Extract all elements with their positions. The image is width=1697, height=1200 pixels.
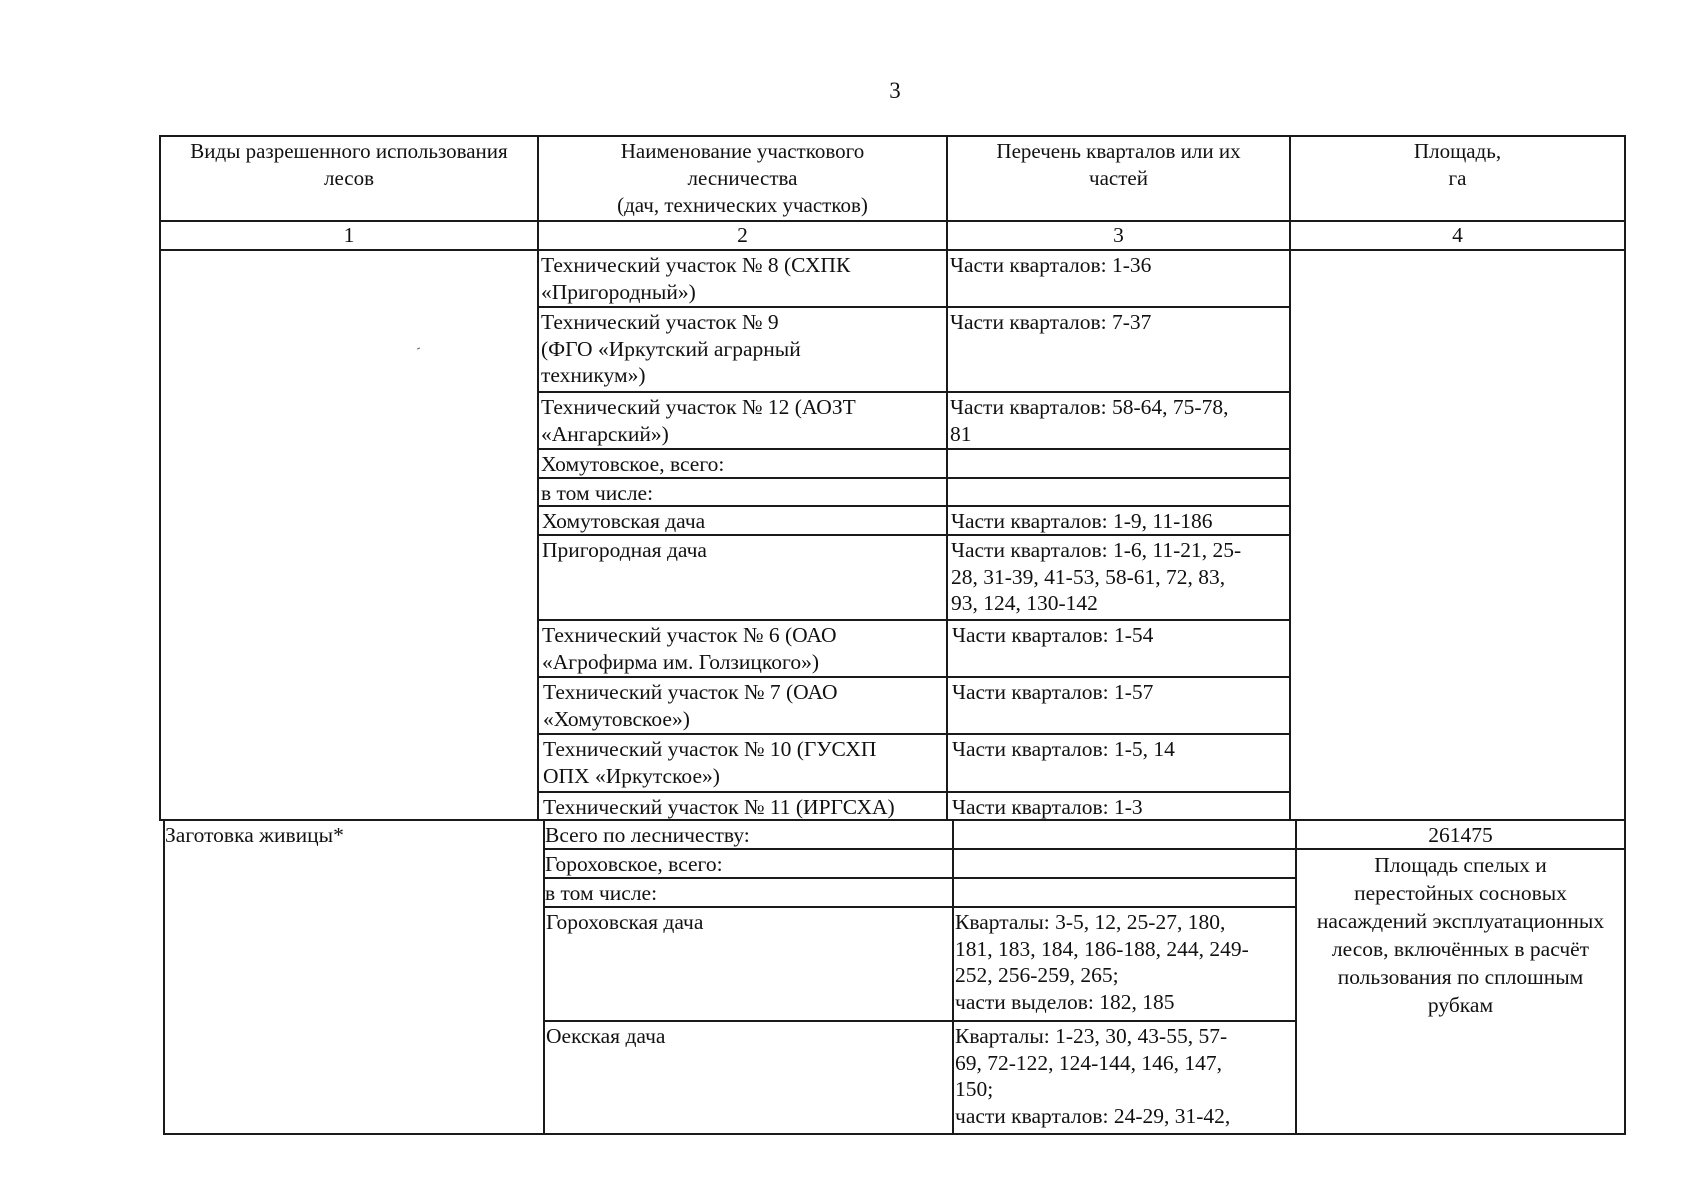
row-divider — [537, 676, 1291, 678]
col-divider-2 — [952, 819, 954, 1135]
quarters-list: Части кварталов: 1-9, 11-186 — [951, 509, 1213, 533]
quarters-list: Части кварталов: 58-64, 75-78, 81 — [950, 395, 1229, 446]
total-area: 261475 — [1428, 823, 1493, 847]
district-name: Технический участок № 6 (ОАО «Агрофирма им. Голзицкого») — [542, 623, 837, 674]
header-col-3: Перечень кварталов или их частей — [996, 139, 1241, 190]
quarters-list: Части кварталов: 1-6, 11-21, 25- 28, 31-39, 41-53, 58-61, 72, 83, 93, 124, 130-142 — [951, 538, 1242, 615]
row-divider — [537, 791, 1291, 793]
district-name: в том числе: — [541, 481, 654, 505]
quarters-list: Кварталы: 3-5, 12, 25-27, 180, 181, 183, 184, 186-188, 244, 249- 252, 256-259, 265; части выделов: 182, 185 — [955, 910, 1249, 1014]
district-name: Хомутовская дача — [542, 509, 706, 533]
district-name: Пригородная дача — [542, 538, 707, 562]
quarters-list: Части кварталов: 1-54 — [952, 623, 1154, 647]
district-name: Оекская дача — [546, 1024, 666, 1048]
table-border-left — [163, 819, 165, 1135]
column-number-4: 4 — [1452, 223, 1463, 247]
district-name: Гороховская дача — [546, 910, 704, 934]
row-divider — [537, 448, 1291, 450]
header-col-4: Площадь, га — [1413, 139, 1502, 190]
page-number: 3 — [889, 78, 901, 103]
district-name: Технический участок № 10 (ГУСХП ОПХ «Иркутское») — [543, 737, 877, 788]
row-divider — [543, 1020, 1297, 1022]
district-name: Технический участок № 12 (АОЗТ «Ангарский») — [541, 395, 856, 446]
district-name: Хомутовское, всего: — [541, 452, 725, 476]
column-number-2: 2 — [737, 223, 748, 247]
district-name: в том числе: — [545, 881, 658, 905]
row-divider — [537, 306, 1291, 308]
area-note: Площадь спелых и перестойных сосновых насаждений эксплуатационных лесов, включённых в расчёт пользования по сплошным рубкам — [1316, 853, 1605, 1017]
column-number-3: 3 — [1113, 223, 1124, 247]
district-name: Технический участок № 9 (ФГО «Иркутский аграрный техникум») — [541, 310, 801, 387]
row-divider — [537, 733, 1291, 735]
quarters-list: Части кварталов: 1-57 — [952, 680, 1154, 704]
district-name: Гороховское, всего: — [545, 852, 723, 876]
quarters-list: Части кварталов: 1-3 — [952, 795, 1143, 819]
row-divider — [537, 619, 1291, 621]
table-border-right — [1624, 135, 1626, 1135]
district-name: Технический участок № 8 (СХПК «Пригородный») — [541, 253, 851, 304]
quarters-list: Части кварталов: 1-5, 14 — [952, 737, 1175, 761]
colnum-divider — [159, 249, 1626, 251]
quarters-list: Части кварталов: 7-37 — [950, 310, 1152, 334]
table-border-bottom — [163, 1133, 1626, 1135]
use-type: Заготовка живицы* — [165, 823, 344, 847]
district-name: Технический участок № 11 (ИРГСХА) — [543, 795, 895, 819]
column-number-1: 1 — [343, 223, 355, 247]
district-name: Технический участок № 7 (ОАО «Хомутовское») — [543, 680, 838, 731]
row-divider — [537, 391, 1291, 393]
quarters-list: Части кварталов: 1-36 — [950, 253, 1152, 277]
header-col-1: Виды разрешенного использования лесов — [190, 139, 508, 190]
quarters-list: Кварталы: 1-23, 30, 43-55, 57- 69, 72-122, 124-144, 146, 147, 150; части кварталов: 24-29, 31-42, — [955, 1024, 1231, 1128]
table-border-top — [159, 135, 1626, 137]
header-col-2: Наименование участкового лесничества (дач, технических участков) — [617, 139, 868, 217]
total-label: Всего по лесничеству: — [545, 823, 750, 847]
